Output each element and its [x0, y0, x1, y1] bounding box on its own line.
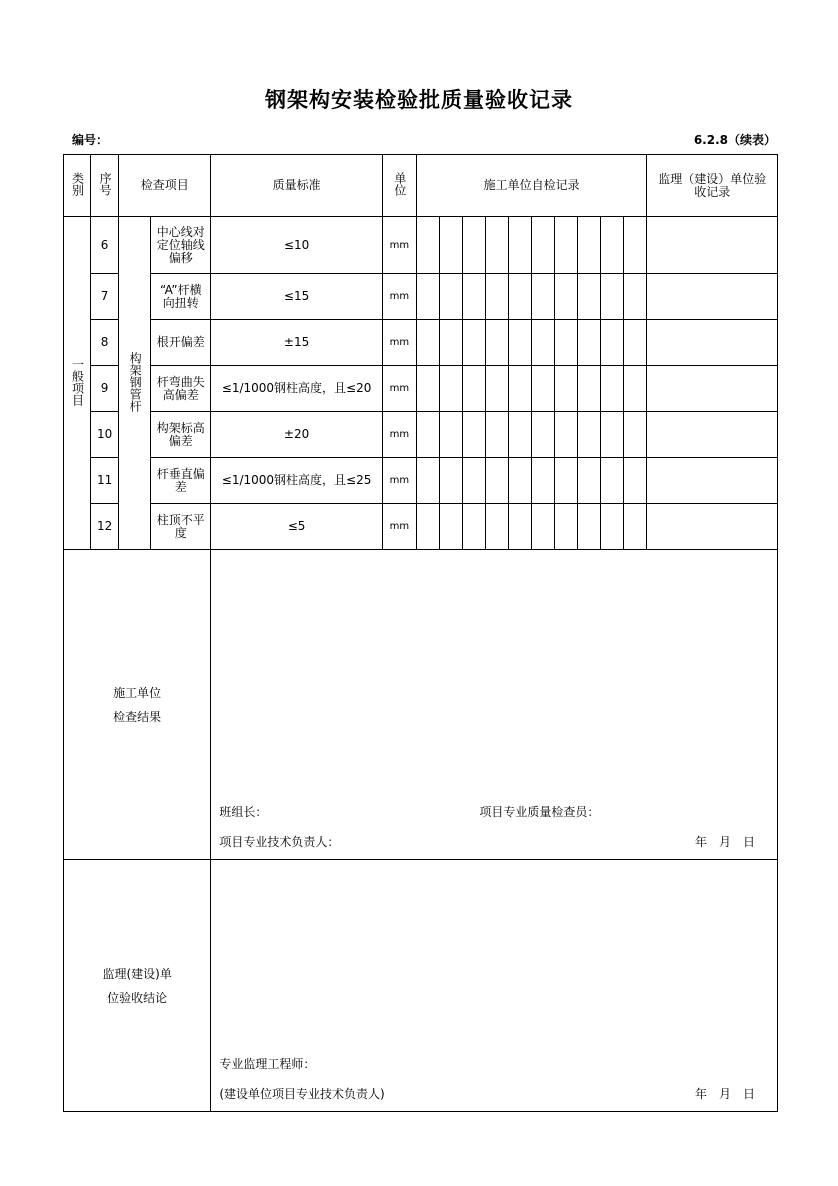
check-cell[interactable] [439, 320, 462, 366]
check-cell[interactable] [416, 412, 439, 458]
check-cell[interactable] [578, 320, 601, 366]
category-general: 一般项目 [64, 217, 91, 550]
table-row [64, 504, 778, 550]
check-cell[interactable] [509, 458, 532, 504]
supervision-cell[interactable] [647, 217, 778, 274]
header-item: 检查项目 [119, 155, 211, 217]
check-cell[interactable] [462, 412, 485, 458]
check-cell[interactable] [486, 320, 509, 366]
row-unit: mm [382, 412, 416, 458]
supervision-engineer-label: 专业监理工程师： [219, 1057, 316, 1071]
supervision-date: 年 月 日 [694, 1087, 755, 1101]
check-cell[interactable] [462, 320, 485, 366]
supervision-cell[interactable] [647, 366, 778, 412]
check-cell[interactable] [555, 504, 578, 550]
row-item: 中心线对定位轴线偏移 [151, 217, 211, 274]
check-cell[interactable] [578, 366, 601, 412]
check-cell[interactable] [486, 504, 509, 550]
row-seq: 12 [91, 504, 119, 550]
supervision-cell[interactable] [647, 504, 778, 550]
row-item: “A”杆横向扭转 [151, 274, 211, 320]
check-cell[interactable] [486, 366, 509, 412]
table-row [64, 217, 778, 274]
check-cell[interactable] [532, 366, 555, 412]
check-cell[interactable] [532, 412, 555, 458]
check-cell[interactable] [624, 217, 647, 274]
check-cell[interactable] [624, 320, 647, 366]
table-row [64, 412, 778, 458]
row-unit: mm [382, 217, 416, 274]
check-cell[interactable] [416, 366, 439, 412]
check-cell[interactable] [416, 217, 439, 274]
row-seq: 11 [91, 458, 119, 504]
check-cell[interactable] [462, 217, 485, 274]
check-cell[interactable] [601, 412, 624, 458]
check-cell[interactable] [532, 320, 555, 366]
check-cell[interactable] [439, 274, 462, 320]
row-standard: ≤1/1000钢柱高度，且≤25 [211, 458, 382, 504]
supervision-label-line1: 监理(建设)单 [102, 966, 172, 981]
row-standard: ±15 [211, 320, 382, 366]
construction-date: 年 月 日 [694, 835, 755, 849]
construction-label-line1: 施工单位 [113, 685, 162, 700]
check-cell[interactable] [601, 274, 624, 320]
table-row [64, 274, 778, 320]
table-row [64, 366, 778, 412]
supervision-result-label [64, 860, 211, 1112]
check-cell[interactable] [624, 504, 647, 550]
check-cell[interactable] [462, 366, 485, 412]
team-leader-label: 班组长： [219, 805, 268, 819]
code-label-text: 编号： [72, 133, 109, 147]
row-item: 构架标高偏差 [151, 412, 211, 458]
check-cell[interactable] [532, 458, 555, 504]
row-item: 杆垂直偏差 [151, 458, 211, 504]
construction-result-area[interactable] [211, 550, 778, 860]
check-cell[interactable] [416, 458, 439, 504]
row-seq: 10 [91, 412, 119, 458]
check-cell[interactable] [578, 458, 601, 504]
supervision-cell[interactable] [647, 274, 778, 320]
check-cell[interactable] [509, 366, 532, 412]
group-label: 构架钢管杆 [119, 217, 151, 550]
row-unit: mm [382, 504, 416, 550]
check-cell[interactable] [555, 458, 578, 504]
owner-rep-label: (建设单位项目专业技术负责人) [219, 1087, 385, 1101]
supervision-result-row [64, 860, 778, 1112]
form-ref: 6.2.8（续表） [693, 133, 776, 147]
check-cell[interactable] [439, 458, 462, 504]
supervision-result-area[interactable] [211, 860, 778, 1112]
row-standard: ≤10 [211, 217, 382, 274]
check-cell[interactable] [486, 458, 509, 504]
header-self-check: 施工单位自检记录 [416, 155, 647, 217]
row-item: 根开偏差 [151, 320, 211, 366]
check-cell[interactable] [578, 217, 601, 274]
check-cell[interactable] [416, 274, 439, 320]
check-cell[interactable] [509, 504, 532, 550]
row-unit: mm [382, 458, 416, 504]
row-seq: 6 [91, 217, 119, 274]
construction-result-row [64, 550, 778, 860]
check-cell[interactable] [601, 320, 624, 366]
check-cell[interactable] [601, 366, 624, 412]
check-cell[interactable] [624, 366, 647, 412]
check-cell[interactable] [439, 504, 462, 550]
check-cell[interactable] [555, 274, 578, 320]
check-cell[interactable] [439, 366, 462, 412]
check-cell[interactable] [462, 274, 485, 320]
row-standard: ≤1/1000钢柱高度，且≤20 [211, 366, 382, 412]
construction-result-label [64, 550, 211, 860]
check-cell[interactable] [555, 412, 578, 458]
check-cell[interactable] [532, 504, 555, 550]
row-item: 杆弯曲失高偏差 [151, 366, 211, 412]
header-supervision: 监理（建设）单位验收记录 [647, 155, 778, 217]
code-label [72, 131, 108, 148]
check-cell[interactable] [624, 274, 647, 320]
check-cell[interactable] [486, 217, 509, 274]
check-cell[interactable] [509, 274, 532, 320]
tech-lead-label: 项目专业技术负责人： [219, 835, 340, 849]
check-cell[interactable] [509, 217, 532, 274]
check-cell[interactable] [416, 504, 439, 550]
supervision-cell[interactable] [647, 412, 778, 458]
check-cell[interactable] [462, 458, 485, 504]
construction-label-line2: 检查结果 [113, 709, 162, 724]
check-cell[interactable] [601, 458, 624, 504]
row-standard: ≤5 [211, 504, 382, 550]
quality-inspector-label: 项目专业质量检查员： [479, 805, 600, 819]
check-cell[interactable] [462, 504, 485, 550]
check-cell[interactable] [555, 320, 578, 366]
check-cell[interactable] [624, 412, 647, 458]
check-cell[interactable] [624, 458, 647, 504]
inspection-table [63, 154, 778, 1112]
check-cell[interactable] [578, 412, 601, 458]
header-unit: 单位 [382, 155, 416, 217]
check-cell[interactable] [439, 412, 462, 458]
check-cell[interactable] [486, 412, 509, 458]
check-cell[interactable] [555, 217, 578, 274]
check-cell[interactable] [601, 504, 624, 550]
check-cell[interactable] [532, 217, 555, 274]
row-seq: 7 [91, 274, 119, 320]
row-standard: ≤15 [211, 274, 382, 320]
check-cell[interactable] [509, 320, 532, 366]
check-cell[interactable] [578, 504, 601, 550]
check-cell[interactable] [509, 412, 532, 458]
check-cell[interactable] [416, 320, 439, 366]
table-row [64, 458, 778, 504]
row-unit: mm [382, 320, 416, 366]
row-unit: mm [382, 274, 416, 320]
check-cell[interactable] [439, 217, 462, 274]
header-standard: 质量标准 [211, 155, 382, 217]
row-item: 柱顶不平度 [151, 504, 211, 550]
check-cell[interactable] [555, 366, 578, 412]
header-category: 类别 [64, 155, 91, 217]
supervision-label-line2: 位验收结论 [107, 990, 168, 1005]
supervision-cell[interactable] [647, 320, 778, 366]
supervision-cell[interactable] [647, 458, 778, 504]
row-seq: 8 [91, 320, 119, 366]
check-cell[interactable] [532, 274, 555, 320]
page-title: 钢架构安装检验批质量验收记录 [265, 88, 573, 112]
row-unit: mm [382, 366, 416, 412]
header-seq: 序号 [91, 155, 119, 217]
row-standard: ±20 [211, 412, 382, 458]
table-row [64, 320, 778, 366]
check-cell[interactable] [486, 274, 509, 320]
row-seq: 9 [91, 366, 119, 412]
header-row [64, 155, 778, 217]
check-cell[interactable] [601, 217, 624, 274]
check-cell[interactable] [578, 274, 601, 320]
